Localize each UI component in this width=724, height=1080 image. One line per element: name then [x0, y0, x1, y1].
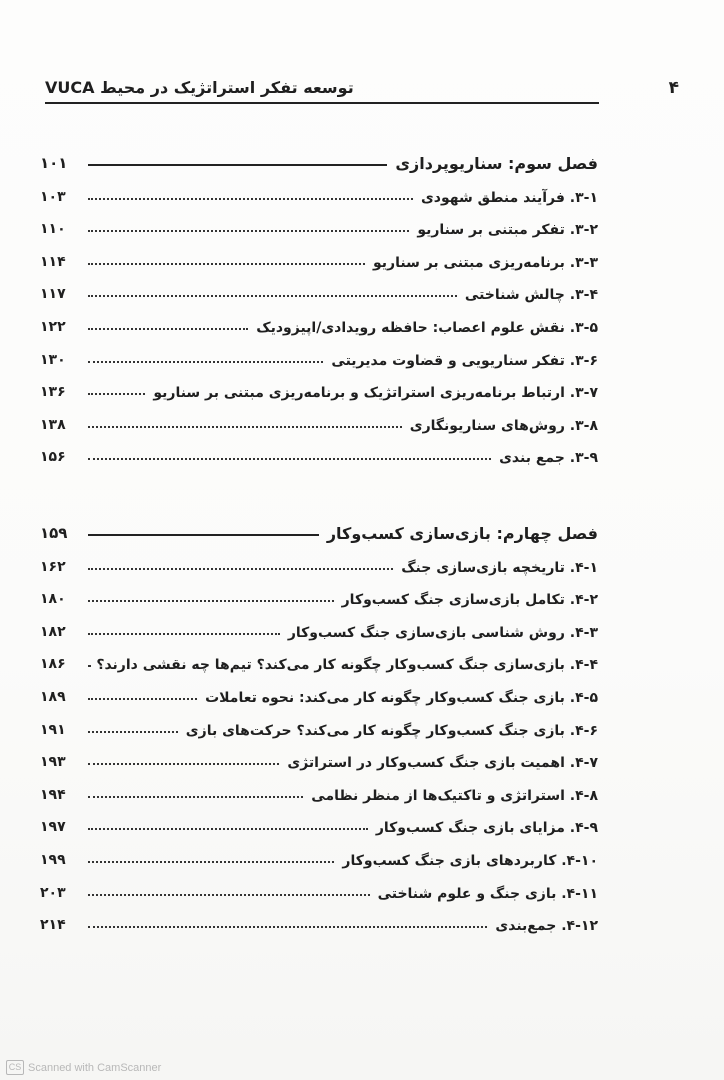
entry-page-number: ۱۲۲ [40, 318, 66, 335]
entry-label: ۳-۶. تفکر سناریویی و قضاوت مدیریتی [331, 352, 598, 369]
entry-page-number: ۱۹۳ [40, 754, 66, 771]
entry-label: ۴-۳. روش شناسی بازی‌سازی جنگ کسب‌وکار [287, 624, 598, 641]
entry-label: ۴-۲. تکامل بازی‌سازی جنگ کسب‌وکار [341, 592, 598, 609]
toc-entry[interactable] [40, 839, 598, 872]
entry-page-number: ۱۸۰ [40, 591, 66, 608]
dot-leader [88, 926, 487, 928]
entry-label: ۳-۹. جمع بندی [499, 450, 598, 467]
dot-leader [88, 426, 402, 428]
leader-line [88, 534, 319, 536]
entry-page-number: ۱۳۶ [40, 384, 66, 401]
watermark-text: Scanned with CamScanner [28, 1061, 162, 1074]
entry-page-number: ۱۸۶ [40, 656, 66, 673]
entry-label: ۳-۳. برنامه‌ریزی مبتنی بر سناریو [373, 254, 598, 271]
chapter-heading-row[interactable] [40, 146, 598, 176]
entry-label: ۳-۵. نقش علوم اعصاب: حافظه رویدادی/اپیزودیک [256, 319, 598, 336]
header-page-number: ۴ [668, 78, 679, 98]
entry-page-number: ۱۶۲ [40, 558, 66, 575]
entry-label: ۴-۱۱. بازی جنگ و علوم شناختی [377, 885, 598, 902]
entry-label: ۴-۱۰. کاربردهای بازی جنگ کسب‌وکار [342, 852, 598, 869]
entry-label: ۴-۴. بازی‌سازی جنگ کسب‌وکار چگونه کار می‌کند؟ تیم‌ها چه نقشی دارند؟ [96, 657, 598, 674]
entry-label: ۴-۱۲. جمع‌بندی [495, 918, 598, 935]
entry-page-number: ۱۹۴ [40, 786, 66, 803]
dot-leader [88, 633, 280, 635]
entry-label: ۴-۸. استراتژی و تاکتیک‌ها از منظر نظامی [311, 787, 598, 804]
dot-leader [88, 393, 145, 395]
toc-entry[interactable] [40, 306, 598, 339]
chapter-heading-row[interactable] [40, 516, 598, 546]
dot-leader [88, 230, 409, 232]
camscanner-logo-icon: CS [6, 1060, 24, 1075]
header-rule [45, 102, 599, 104]
toc-entry[interactable] [40, 807, 598, 840]
scanner-watermark [6, 1060, 161, 1075]
toc-entry[interactable] [40, 209, 598, 242]
entry-label: ۴-۹. مزایای بازی جنگ کسب‌وکار [375, 820, 598, 837]
toc-entry[interactable] [40, 742, 598, 775]
dot-leader [88, 295, 457, 297]
dot-leader [88, 198, 413, 200]
toc-entry[interactable] [40, 274, 598, 307]
dot-leader [88, 828, 368, 830]
toc-entry[interactable] [40, 176, 598, 209]
toc-entry[interactable] [40, 611, 598, 644]
dot-leader [88, 698, 197, 700]
chapter-page-number: ۱۰۱ [40, 154, 68, 172]
entry-page-number: ۱۹۷ [40, 819, 66, 836]
dot-leader [88, 796, 303, 798]
dot-leader [88, 458, 491, 460]
toc-entry[interactable] [40, 644, 598, 677]
chapter-page-number: ۱۵۹ [40, 524, 68, 542]
entry-page-number: ۱۰۳ [40, 188, 66, 205]
entry-page-number: ۱۹۱ [40, 721, 66, 738]
entry-page-number: ۱۱۷ [40, 286, 66, 303]
entry-label: ۴-۶. بازی جنگ کسب‌وکار چگونه کار می‌کند؟ حرکت‌های بازی [185, 722, 598, 739]
toc-entry[interactable] [40, 404, 598, 437]
entry-label: ۳-۷. ارتباط برنامه‌ریزی استراتژیک و برنامه‌ریزی مبتنی بر سناریو [153, 385, 598, 402]
chapter-section [40, 516, 598, 937]
toc-entry[interactable] [40, 676, 598, 709]
entry-page-number: ۱۳۰ [40, 351, 66, 368]
chapter-section [40, 146, 598, 469]
entry-page-number: ۱۱۴ [40, 253, 66, 270]
chapter-title: فصل چهارم: بازی‌سازی کسب‌وکار [326, 524, 598, 543]
entry-label: ۳-۲. تفکر مبتنی بر سناریو [417, 222, 598, 239]
dot-leader [88, 894, 370, 896]
dot-leader [88, 600, 334, 602]
entry-page-number: ۱۸۹ [40, 688, 66, 705]
entry-page-number: ۲۰۳ [40, 884, 66, 901]
entry-page-number: ۱۸۲ [40, 623, 66, 640]
running-head [45, 78, 679, 98]
entry-label: ۳-۴. چالش شناختی [464, 287, 598, 304]
dot-leader [88, 328, 248, 330]
toc-entry[interactable] [40, 579, 598, 612]
toc-entry[interactable] [40, 546, 598, 579]
dot-leader [88, 568, 393, 570]
toc-entry[interactable] [40, 872, 598, 905]
dot-leader [88, 731, 178, 733]
toc-entry[interactable] [40, 437, 598, 470]
toc-entry[interactable] [40, 241, 598, 274]
dot-leader [88, 763, 279, 765]
dot-leader [88, 861, 334, 863]
entry-page-number: ۱۱۰ [40, 221, 66, 238]
entry-page-number: ۲۱۴ [40, 917, 66, 934]
chapter-title: فصل سوم: سناریوپردازی [395, 154, 598, 173]
toc-entry[interactable] [40, 905, 598, 938]
header-book-title: توسعه تفکر استراتژیک در محیط VUCA [45, 78, 354, 97]
entry-label: ۴-۵. بازی جنگ کسب‌وکار چگونه کار می‌کند: نحوه تعاملات [205, 689, 598, 706]
entry-page-number: ۱۳۸ [40, 416, 66, 433]
entry-page-number: ۱۹۹ [40, 851, 66, 868]
leader-line [88, 164, 387, 166]
dot-leader [88, 263, 365, 265]
entry-page-number: ۱۵۶ [40, 449, 66, 466]
toc-entry[interactable] [40, 774, 598, 807]
toc-entry[interactable] [40, 339, 598, 372]
entry-label: ۴-۱. تاریخچه بازی‌سازی جنگ [401, 559, 598, 576]
toc-entry[interactable] [40, 709, 598, 742]
entry-label: ۳-۱. فرآیند منطق شهودی [420, 189, 598, 206]
entry-label: ۳-۸. روش‌های سناریونگاری [409, 417, 598, 434]
entry-label: ۴-۷. اهمیت بازی جنگ کسب‌وکار در استراتژی [287, 755, 598, 772]
dot-leader [88, 361, 323, 363]
toc-entry[interactable] [40, 372, 598, 405]
